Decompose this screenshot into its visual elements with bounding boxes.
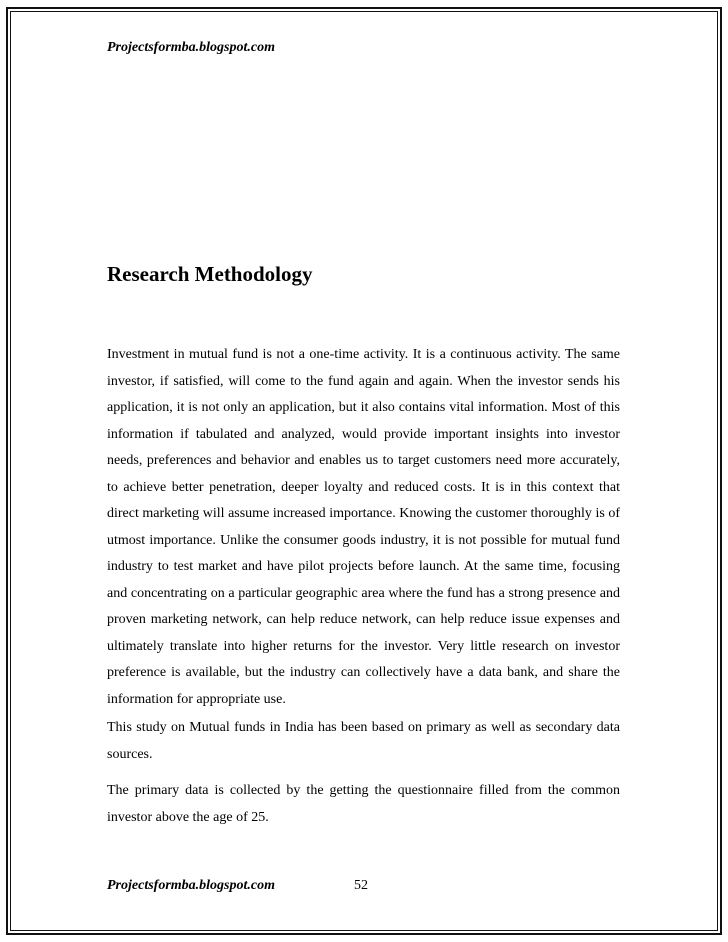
page-title: Research Methodology [107,262,313,286]
header-site-name: Projectsformba.blogspot.com [107,40,275,55]
page-number: 52 [354,878,368,893]
body-paragraph-3: The primary data is collected by the getting the questionnaire filled from the common investor above the age of 25. [107,783,620,825]
footer-site-name: Projectsformba.blogspot.com [107,878,275,893]
body-paragraph-1: Investment in mutual fund is not a one-time activity. It is a continuous activity. The same investor, if satisfied, will come to the fund again and again. When the investor sends his application, it is not only an application, but it also contains vital information. Most of this information if tabulated and analyzed, would provide important insights into investor needs, preferences and behavior and enables us to target customers need more accurately, to achieve better penetration, deeper loyalty and reduced costs. It is in this context that direct marketing will assume increased importance. Knowing the customer thoroughly is of utmost importance. Unlike the consumer goods industry, it is not possible for mutual fund industry to test market and have pilot projects before launch. At the same time, focusing and concentrating on a particular geographic area where the fund has a strong presence and proven marketing network, can help reduce network, can help reduce issue expenses and ultimately translate into higher returns for the investor. Very little research on investor preference is available, but the industry can collectively have a data bank, and share the information for appropriate use. [107,347,620,707]
body-paragraph-2: This study on Mutual funds in India has been based on primary as well as secondary data sources. [107,720,620,762]
